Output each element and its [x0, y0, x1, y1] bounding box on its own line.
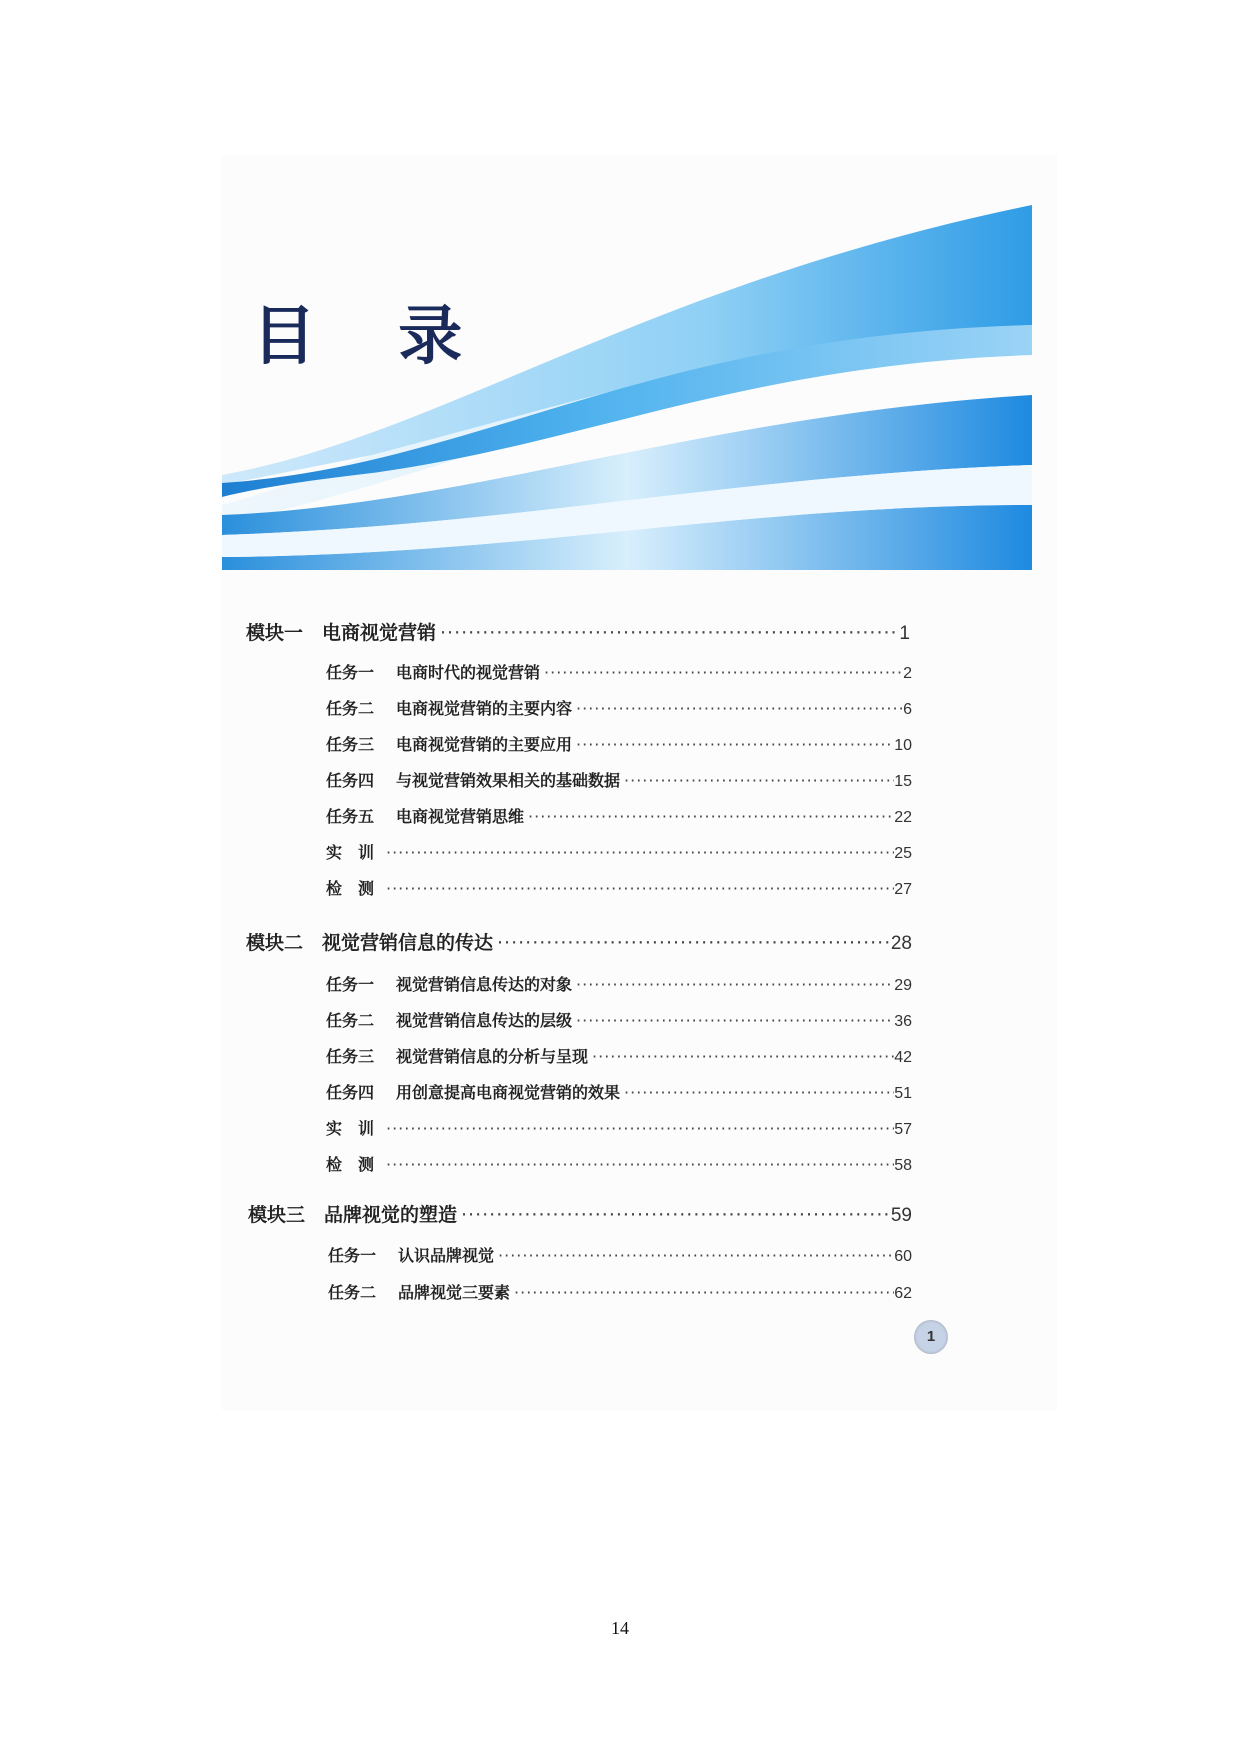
dot-leader [510, 1283, 894, 1302]
toc-entry[interactable] [328, 1280, 912, 1303]
entry-title: 视觉营销信息的分析与呈现 [396, 1047, 589, 1066]
page-number: 42 [894, 1049, 912, 1066]
page-number: 27 [894, 881, 912, 898]
entry-title: 认识品牌视觉 [398, 1246, 495, 1265]
toc-module[interactable] [246, 928, 912, 955]
toc-module[interactable] [248, 1200, 912, 1227]
dot-leader [382, 843, 894, 862]
toc-entry[interactable] [326, 768, 912, 791]
dot-leader [572, 975, 894, 994]
module-title: 视觉营销信息的传达 [322, 932, 494, 954]
entry-label: 任务一 [326, 663, 375, 682]
entry-label: 任务一 [328, 1246, 377, 1265]
toc-entry[interactable] [326, 1152, 912, 1175]
page-number: 57 [894, 1121, 912, 1138]
page-title: 目 录 [252, 299, 493, 374]
toc-entry[interactable] [326, 804, 912, 827]
page-number: 62 [894, 1285, 912, 1302]
entry-title: 电商视觉营销的主要内容 [396, 699, 573, 718]
entry-label: 检 测 [326, 1155, 375, 1174]
page-number: 6 [903, 701, 912, 718]
toc-entry[interactable] [328, 1243, 912, 1266]
dot-leader [494, 1246, 894, 1265]
entry-title: 品牌视觉三要素 [398, 1283, 511, 1302]
toc-entry[interactable] [326, 732, 912, 755]
dot-leader [588, 1047, 894, 1066]
dot-leader [620, 1083, 894, 1102]
entry-title: 视觉营销信息传达的对象 [396, 975, 573, 994]
dot-leader [382, 1119, 894, 1138]
entry-label: 任务二 [328, 1283, 377, 1302]
dot-leader [620, 771, 894, 790]
page-number: 28 [890, 933, 912, 954]
module-label: 模块二 [246, 932, 304, 954]
entry-label: 任务四 [326, 1083, 375, 1102]
entry-title: 与视觉营销效果相关的基础数据 [396, 771, 621, 790]
page-number: 51 [894, 1085, 912, 1102]
entry-label: 实 训 [326, 843, 375, 862]
page-number: 60 [894, 1248, 912, 1265]
dot-leader [493, 932, 891, 954]
entry-label: 任务五 [326, 807, 375, 826]
toc-entry[interactable] [326, 1080, 912, 1103]
toc-entry[interactable] [326, 1116, 912, 1139]
page-number: 58 [894, 1157, 912, 1174]
dot-leader [436, 622, 899, 644]
entry-label: 任务三 [326, 1047, 375, 1066]
toc-module[interactable] [246, 618, 910, 645]
module-label: 模块三 [248, 1204, 306, 1226]
toc-entry[interactable] [326, 696, 912, 719]
toc-entry[interactable] [326, 840, 912, 863]
toc-entry[interactable] [326, 972, 912, 995]
dot-leader [572, 1011, 894, 1030]
toc-entry[interactable] [326, 1008, 912, 1031]
dot-leader [572, 699, 903, 718]
entry-label: 实 训 [326, 1119, 375, 1138]
page-number: 25 [894, 845, 912, 862]
entry-label: 任务二 [326, 699, 375, 718]
page-number: 22 [894, 809, 912, 826]
dot-leader [457, 1204, 891, 1226]
toc-entry[interactable] [326, 876, 912, 899]
page-number: 10 [894, 737, 912, 754]
toc-entry[interactable] [326, 1044, 912, 1067]
entry-label: 任务一 [326, 975, 375, 994]
page-number: 2 [903, 665, 912, 682]
page-number: 59 [890, 1205, 912, 1226]
entry-title: 电商视觉营销思维 [396, 807, 525, 826]
dot-leader [572, 735, 894, 754]
entry-title: 电商视觉营销的主要应用 [396, 735, 573, 754]
dot-leader [540, 663, 903, 682]
page-number: 15 [894, 773, 912, 790]
page-number: 36 [894, 1013, 912, 1030]
dot-leader [382, 879, 894, 898]
dot-leader [524, 807, 894, 826]
book-page-number-badge: 1 [914, 1320, 948, 1354]
entry-label: 任务三 [326, 735, 375, 754]
module-label: 模块一 [246, 622, 304, 644]
page-number: 29 [894, 977, 912, 994]
entry-title: 电商时代的视觉营销 [396, 663, 541, 682]
document-page-number: 14 [611, 1618, 629, 1638]
toc-entry[interactable] [326, 660, 912, 683]
entry-title: 视觉营销信息传达的层级 [396, 1011, 573, 1030]
entry-title: 用创意提高电商视觉营销的效果 [396, 1083, 621, 1102]
module-title: 电商视觉营销 [322, 622, 437, 644]
entry-label: 检 测 [326, 879, 375, 898]
page-number: 1 [899, 623, 910, 644]
entry-label: 任务二 [326, 1011, 375, 1030]
entry-label: 任务四 [326, 771, 375, 790]
module-title: 品牌视觉的塑造 [324, 1204, 458, 1226]
dot-leader [382, 1155, 894, 1174]
